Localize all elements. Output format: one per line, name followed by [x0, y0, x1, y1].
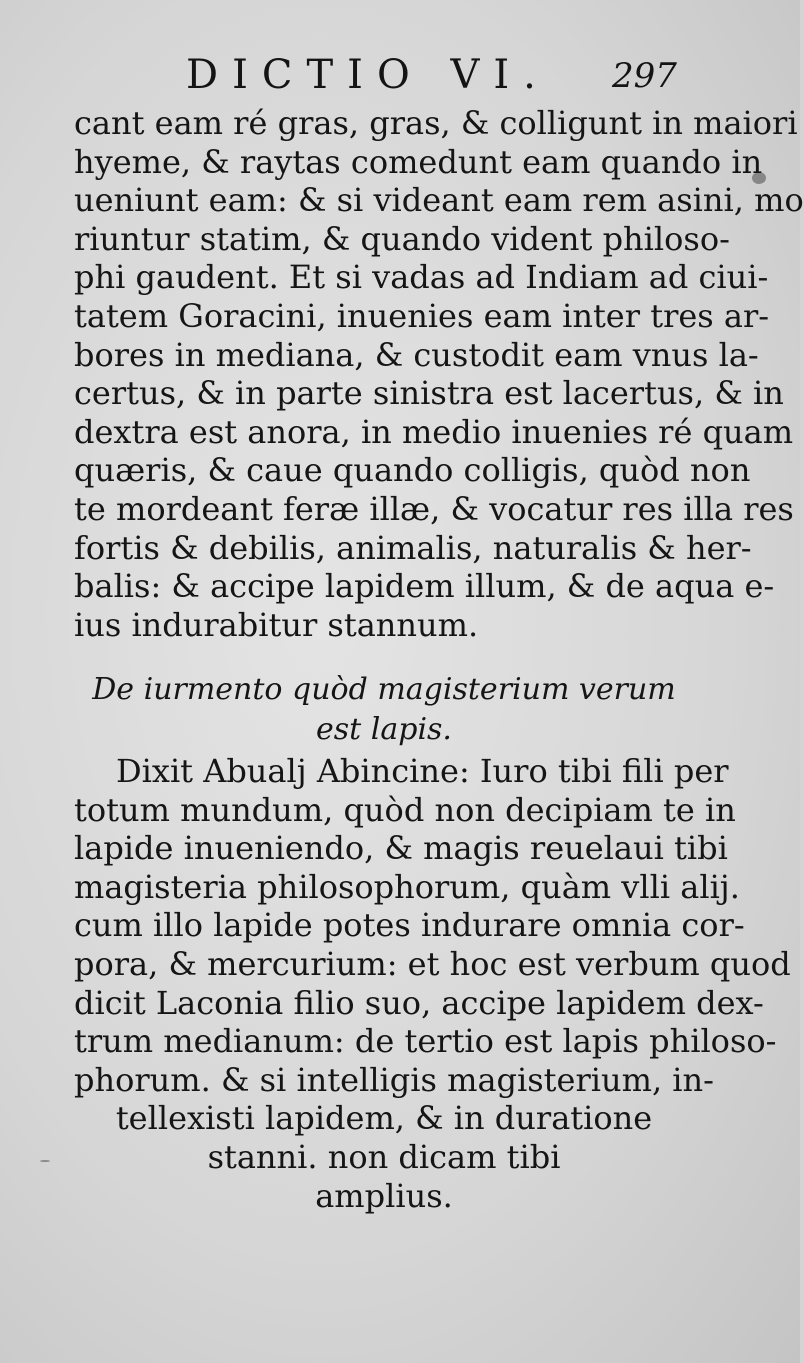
text-line: totum mundum, quòd non decipiam te in [74, 790, 736, 829]
text-line: bores in mediana, & custodit eam vnus la- [74, 335, 759, 374]
text-line: riuntur statim, & quando vident philoso- [74, 219, 730, 258]
heading-line: De iurmento quòd magisterium verum [92, 672, 676, 707]
text-line: dicit Laconia filio suo, accipe lapidem dex- [74, 983, 764, 1022]
text-line: stanni. non dicam tibi [207, 1137, 561, 1176]
text-line: magisteria philosophorum, quàm vlli alij. [74, 867, 740, 906]
section-text-block [74, 752, 791, 1215]
page-header [0, 52, 800, 96]
text-line: cum illo lapide potes indurare omnia cor- [74, 906, 745, 945]
text-line: te mordeant feræ illæ, & vocatur res illa res [74, 489, 794, 528]
text-line: trum medianum: de tertio est lapis philoso- [74, 1022, 777, 1061]
text-line: phorum. & si intelligis magisterium, in- [74, 1060, 714, 1099]
text-line: dextra est anora, in medio inuenies ré quam [74, 412, 794, 451]
text-line: pora, & mercurium: et hoc est verbum quod [74, 944, 791, 983]
text-line: quæris, & caue quando colligis, quòd non [74, 451, 751, 490]
text-line: amplius. [315, 1176, 453, 1215]
ink-spot [40, 1160, 50, 1162]
text-line: cant eam ré gras, gras, & colligunt in maiori [74, 104, 798, 142]
text-line: tellexisti lapidem, & in duratione [115, 1099, 653, 1138]
text-line: tatem Goracini, inuenies eam inter tres ar- [74, 296, 770, 335]
text-line: ius indurabitur stannum. [74, 605, 479, 644]
page-number: 297 [612, 56, 677, 96]
section-heading [74, 670, 694, 750]
heading-line: est lapis. [316, 712, 452, 747]
text-line: balis: & accipe lapidem illum, & de aqua e- [74, 567, 775, 606]
running-head: DICTIO VI. [186, 52, 550, 98]
text-line: fortis & debilis, animalis, naturalis & her- [74, 528, 752, 567]
text-line: hyeme, & raytas comedunt eam quando in [74, 142, 763, 181]
text-line: ueniunt eam: & si videant eam rem asini, mo [74, 181, 804, 220]
text-line: phi gaudent. Et si vadas ad Indiam ad ciui- [74, 258, 769, 297]
text-line: Dixit Abualj Abincine: Iuro tibi fili per [116, 752, 729, 790]
text-line: lapide inueniendo, & magis reuelaui tibi [74, 829, 728, 868]
text-line: certus, & in parte sinistra est lacertus, & in [74, 374, 784, 413]
main-text-block [74, 104, 804, 644]
